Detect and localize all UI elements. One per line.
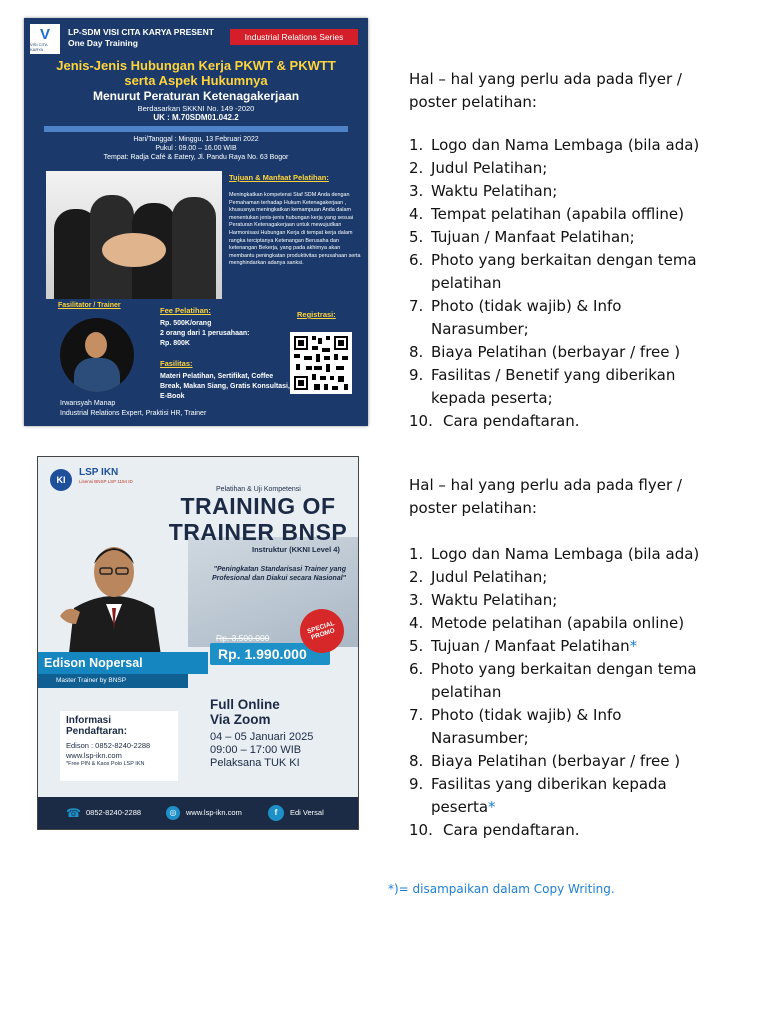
flyer-footer bbox=[38, 797, 358, 829]
facilities-text: Materi Pelatihan, Sertifikat, Coffee Break, Makan Siang, Gratis Konsultasi, E-Book bbox=[160, 373, 290, 400]
list-item: 4. Tempat pelatihan (apabila offline) bbox=[409, 205, 684, 223]
list-item: 9. Fasilitas yang diberikan kepada peserta* bbox=[409, 775, 667, 816]
trainer-name: Edison Nopersal bbox=[44, 656, 143, 670]
goal-text: Meningkatkan kompetensi Staf SDM Anda dengan Pemahaman terhadap Hukum Ketenagakerjaan , khususnya meningkatkan kemampuan Anda dalam menentukan jenis-jenis hubungan kerja yang sesuai Peraturan Ketenagakerjaan untuk mewujudkan Harmonisasi Hubungan Kerja di tempat kerja dalam rangka terciptanya Ketenangan Berusaha dan ketenangan Bekerja, yang pada akhirnya akan membantu peningkatan produktivitas perusahaan serta menghindarkan adanya sanksi. bbox=[229, 192, 361, 267]
handshake-photo bbox=[46, 171, 222, 299]
list-item: 10. Cara pendaftaran. bbox=[409, 412, 580, 430]
event-date: 04 – 05 Januari 2025 bbox=[210, 731, 314, 743]
event-date: Hari/Tanggal : Minggu, 13 Februari 2022 bbox=[133, 136, 259, 143]
trainer-photo bbox=[58, 512, 170, 662]
visi-cita-karya-logo: V VISI CITA KARYA bbox=[30, 24, 60, 54]
asterisk-mark: * bbox=[488, 798, 496, 816]
list-item: 9. Fasilitas / Benetif yang diberikan kepada peserta; bbox=[409, 366, 676, 407]
trainer-photo bbox=[60, 318, 134, 392]
event-time: 09:00 – 17:00 WIB bbox=[210, 744, 302, 756]
list-item: 5. Tujuan / Manfaat Pelatihan* bbox=[409, 637, 638, 655]
list-item: 7. Photo (tidak wajib) & Info Narasumber; bbox=[409, 297, 622, 338]
fee-title: Fee Pelatihan: bbox=[160, 306, 211, 315]
lsp-license: Lisensi BNSP LSP 1194 ID bbox=[79, 479, 133, 484]
instructor-level: Instruktur (KKNI Level 4) bbox=[252, 545, 340, 554]
fee-line: 2 orang dari 1 perusahaan: bbox=[160, 330, 250, 337]
flyer-title: TRAINING OF bbox=[180, 493, 336, 519]
list-item: 6. Photo yang berkaitan dengan tema pelatihan bbox=[409, 251, 697, 292]
kicker-text: Pelatihan & Uji Kompetensi bbox=[216, 486, 301, 493]
flyer-title: Jenis-Jenis Hubungan Kerja PKWT & PKWTT serta Aspek Hukumnya bbox=[56, 58, 336, 88]
unit-code: UK : M.70SDM01.042.2 bbox=[153, 113, 239, 122]
list-item: 4. Metode pelatihan (apabila online) bbox=[409, 614, 685, 632]
trainer-name: Irwansyah Manap bbox=[60, 400, 116, 407]
trainer-role: Master Trainer by BNSP bbox=[56, 677, 127, 684]
old-price: Rp. 3.500.000 bbox=[216, 633, 270, 643]
flyer-pkwt-training bbox=[24, 18, 368, 426]
online-method: Full Online bbox=[210, 697, 280, 712]
event-organizer: Pelaksana TUK KI bbox=[210, 757, 300, 769]
registration-title: Registrasi: bbox=[297, 310, 336, 319]
list-item: 3. Waktu Pelatihan; bbox=[409, 182, 558, 200]
footer-facebook: Edi Versal bbox=[290, 808, 324, 817]
footer-phone: 0852-8240-2288 bbox=[86, 808, 142, 817]
registration-info-title: Informasi Pendaftaran: bbox=[66, 715, 128, 737]
list-item: 10. Cara pendaftaran. bbox=[409, 821, 580, 839]
registration-website: www.lsp-ikn.com bbox=[66, 751, 122, 760]
list-item: 5. Tujuan / Manfaat Pelatihan; bbox=[409, 228, 635, 246]
list-item: 2. Judul Pelatihan; bbox=[409, 568, 548, 586]
divider-bar bbox=[44, 126, 348, 132]
registration-bonus: *Free PIN & Kaos Polo LSP IKN bbox=[66, 761, 145, 767]
asterisk-mark: * bbox=[629, 637, 638, 655]
series-badge: Industrial Relations Series bbox=[230, 29, 358, 45]
flyer-subtitle: Menurut Peraturan Ketenagakerjaan bbox=[92, 89, 300, 103]
phone-icon: ☎ bbox=[66, 806, 81, 820]
checklist-online bbox=[409, 543, 719, 842]
facilities-title: Fasilitas: bbox=[160, 359, 193, 368]
lsp-ikn-logo: LSP IKN bbox=[79, 467, 119, 478]
copywriting-footnote: *)= disampaikan dalam Copy Writing. bbox=[388, 882, 615, 896]
online-platform: Via Zoom bbox=[210, 712, 271, 727]
skkni-basis: Berdasarkan SKKNI No. 149 -2020 bbox=[137, 104, 255, 113]
checklist-intro: Hal – hal yang perlu ada pada flyer / poster pelatihan: bbox=[409, 476, 682, 517]
goal-title: Tujuan & Manfaat Pelatihan: bbox=[229, 173, 329, 182]
fee-line: Rp. 500K/orang bbox=[160, 320, 212, 327]
list-item: 1. Logo dan Nama Lembaga (bila ada) bbox=[409, 136, 700, 154]
list-item: 8. Biaya Pelatihan (berbayar / free ) bbox=[409, 343, 681, 361]
list-item: 8. Biaya Pelatihan (berbayar / free ) bbox=[409, 752, 681, 770]
checklist-intro: Hal – hal yang perlu ada pada flyer / poster pelatihan: bbox=[409, 70, 682, 111]
tagline-quote: "Peningkatan Standarisasi Trainer yang Profesional dan Diakui secara Nasional" bbox=[211, 566, 346, 582]
list-item: 3. Waktu Pelatihan; bbox=[409, 591, 558, 609]
list-item: 2. Judul Pelatihan; bbox=[409, 159, 548, 177]
event-time: Pukul : 09.00 – 16.00 WIB bbox=[155, 145, 237, 152]
special-promo-badge: SPECIAL PROMO bbox=[294, 603, 349, 658]
facilitator-label: Fasilitator / Trainer bbox=[58, 302, 121, 309]
fee-line: Rp. 800K bbox=[160, 340, 190, 347]
footer-website: www.lsp-ikn.com bbox=[186, 808, 242, 817]
globe-icon: ◎ bbox=[166, 806, 180, 820]
flyer-title: TRAINER BNSP bbox=[168, 519, 348, 545]
promo-price: Rp. 1.990.000 bbox=[218, 646, 307, 662]
event-venue: Tempat: Radja Café & Eatery, Jl. Pandu Raya No. 63 Bogor bbox=[103, 154, 289, 161]
list-item: 1. Logo dan Nama Lembaga (bila ada) bbox=[409, 545, 700, 563]
list-item: 6. Photo yang berkaitan dengan tema pelatihan bbox=[409, 660, 697, 701]
list-item: 7. Photo (tidak wajib) & Info Narasumber; bbox=[409, 706, 622, 747]
trainer-role: Industrial Relations Expert, Praktisi HR, Trainer bbox=[60, 410, 207, 417]
flyer-tot-bnsp bbox=[37, 456, 359, 830]
qr-code-icon bbox=[290, 332, 352, 394]
organizer-text: LP-SDM VISI CITA KARYA PRESENT One Day Training bbox=[68, 27, 214, 48]
checklist-offline bbox=[409, 134, 719, 433]
facebook-icon: f bbox=[268, 805, 284, 821]
registration-contact: Edison : 0852-8240-2288 bbox=[66, 741, 151, 750]
ki-logo: KI bbox=[50, 469, 72, 491]
